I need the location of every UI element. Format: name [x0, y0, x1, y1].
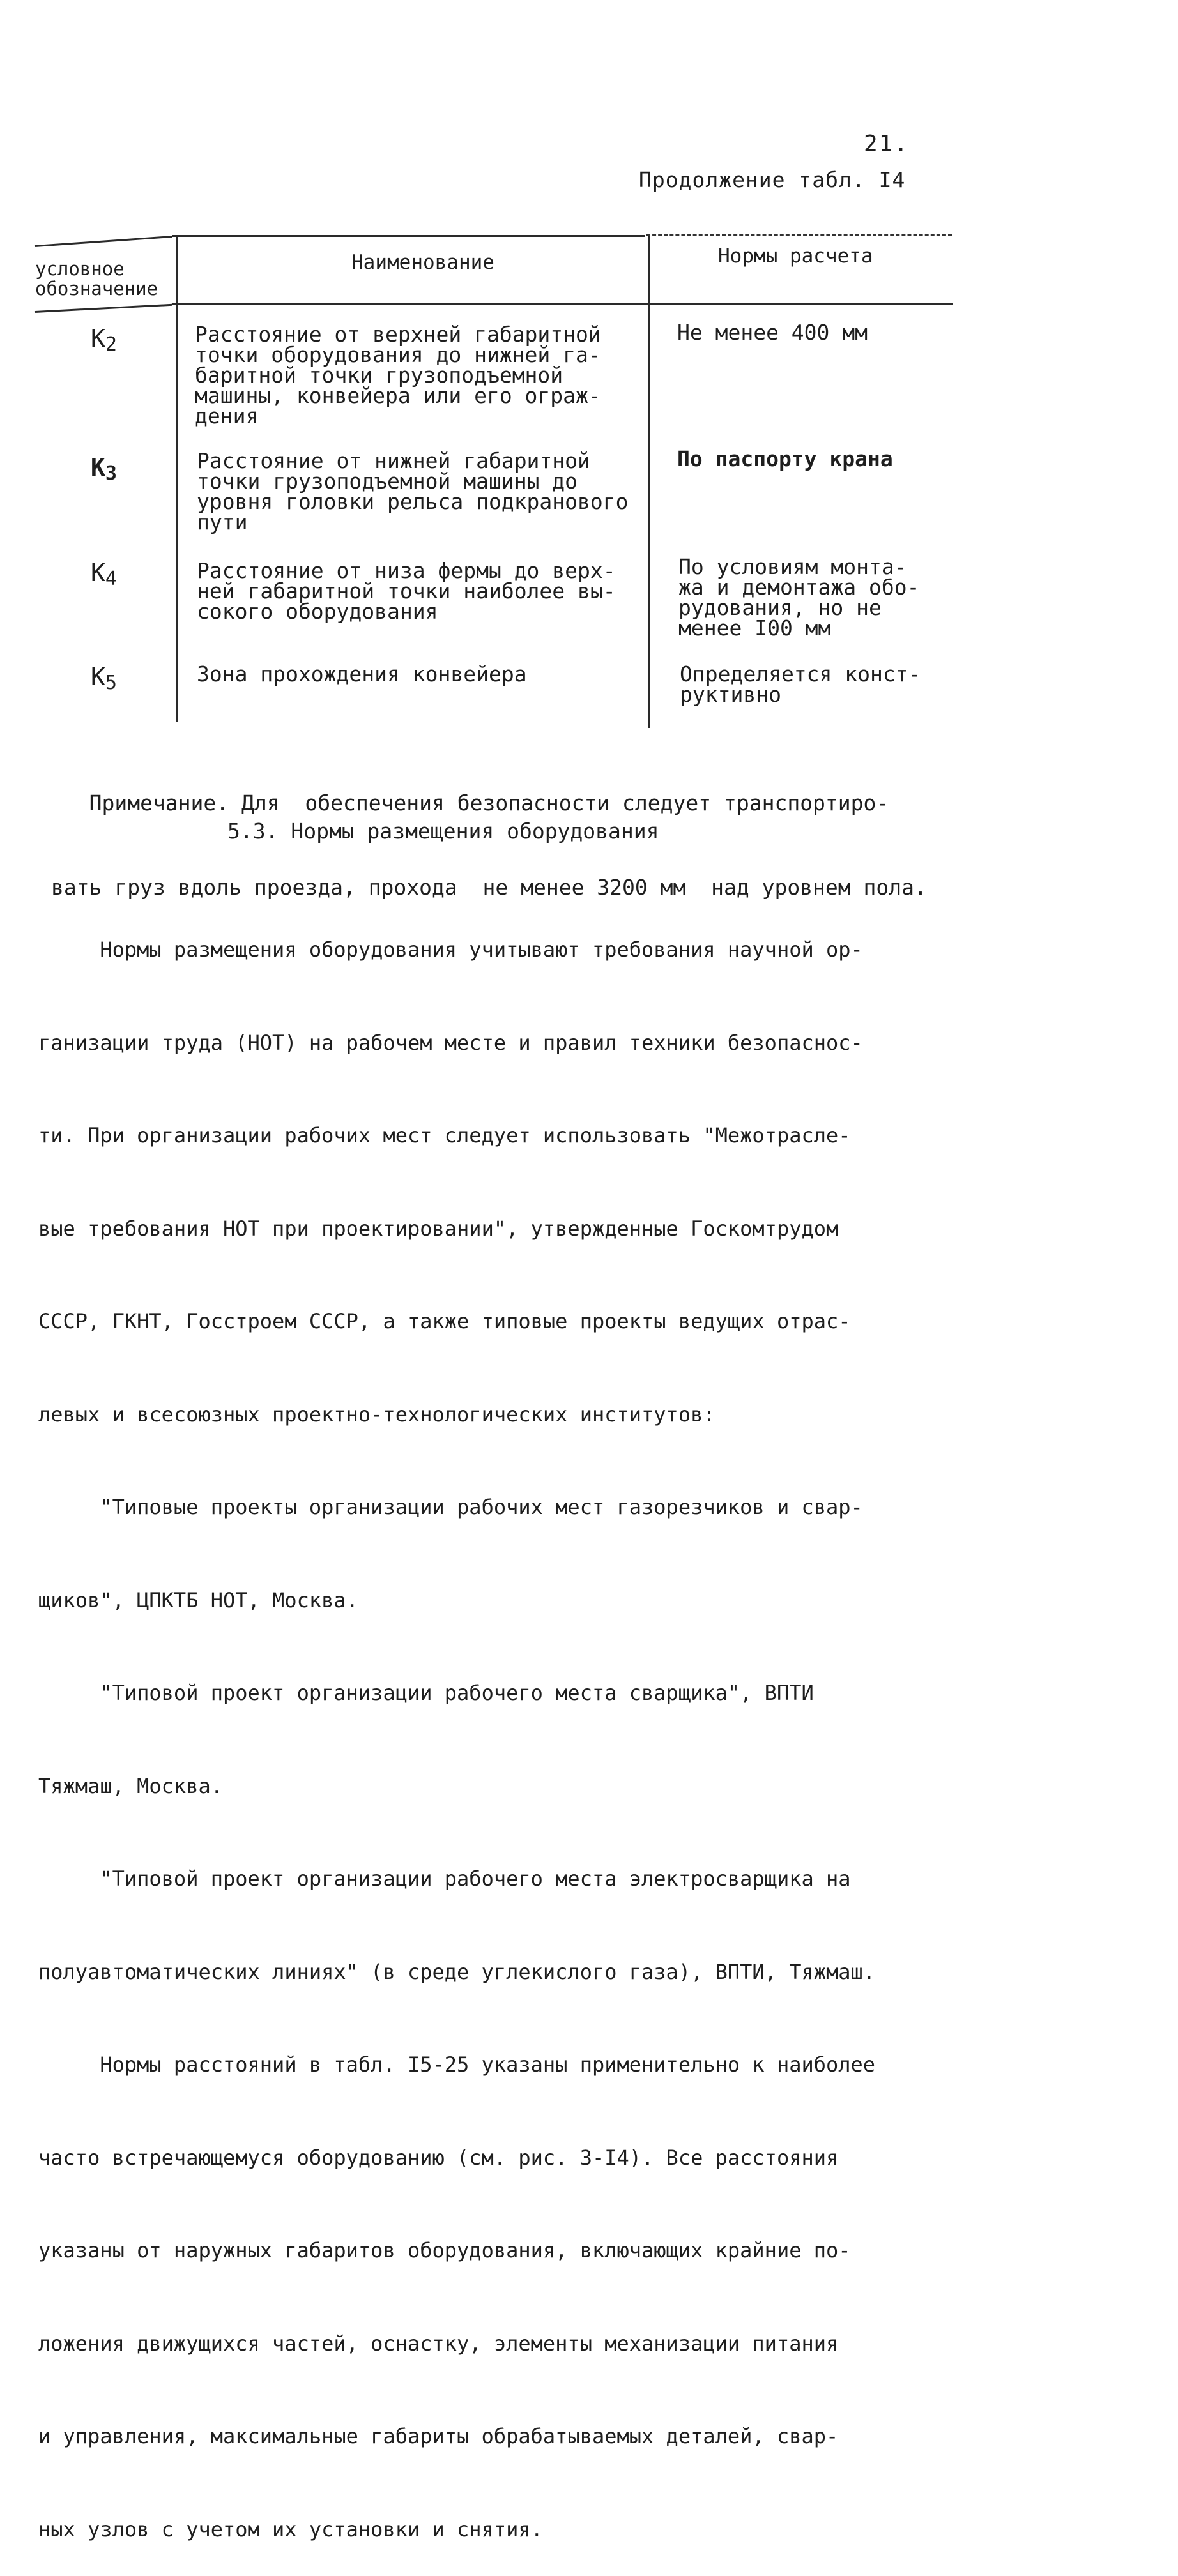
row-name: Зона прохождения конвейера	[197, 662, 527, 686]
body-text	[38, 872, 875, 2576]
row-norm: По условиям монта- жа и демонтажа обо- рудования, но не менее I00 мм	[678, 554, 920, 640]
table-header-bottom-rule	[172, 303, 953, 305]
table-top-rule	[172, 235, 645, 237]
header-symbol-line2: обозначение	[35, 278, 158, 299]
section-heading: 5.3. Нормы размещения оборудования	[227, 819, 659, 844]
table-top-rule-left	[35, 236, 172, 247]
row-name: Расстояние от верхней габаритной точки оборудования до нижней га- баритной точки грузоподъемной машины, конвейера или его ограж- дения	[195, 322, 601, 428]
row-norm: По паспорту крана	[677, 446, 893, 471]
row-name: Расстояние от нижней габаритной точки грузоподъемной машины до уровня головки рельса подкранового пути	[197, 448, 629, 534]
body-line: и управления, максимальные габариты обрабатываемых деталей, свар-	[38, 2424, 839, 2448]
row-symbol: $K_5$	[91, 663, 117, 694]
page-number: 21.	[864, 131, 910, 157]
body-line: "Типовые проекты организации рабочих мест газорезчиков и свар-	[38, 1495, 863, 1519]
header-symbol-line1: условное	[35, 258, 125, 280]
body-line: "Типовой проект организации рабочего места электросварщика на	[38, 1867, 851, 1891]
body-line: полуавтоматических линиях" (в среде углекислого газа), ВПТИ, Тяжмаш.	[38, 1959, 876, 1984]
body-line: ложения движущихся частей, оснастку, элементы механизации питания	[38, 2331, 839, 2356]
row-symbol: $K_3$	[91, 453, 117, 485]
body-line: ти. При организации рабочих мест следует использовать "Межотрасле-	[38, 1123, 851, 1148]
table-col-divider-2	[648, 236, 650, 728]
table-continuation-caption: Продолжение табл. I4	[639, 167, 906, 192]
body-line: Тяжмаш, Москва.	[38, 1773, 223, 1798]
row-symbol: $K_4$	[91, 559, 117, 590]
body-line: указаны от наружных габаритов оборудования, включающих крайние по-	[38, 2238, 851, 2262]
body-line: левых и всесоюзных проектно-технологических институтов:	[38, 1402, 715, 1427]
row-norm: Определяется конст- руктивно	[680, 662, 921, 707]
body-line: часто встречающемуся оборудованию (см. рис. 3-I4). Все расстояния	[38, 2145, 839, 2170]
header-norm: Нормы расчета	[718, 245, 873, 268]
body-line: Нормы расстояний в табл. I5-25 указаны применительно к наиболее	[38, 2052, 876, 2077]
row-name: Расстояние от низа фермы до верх- ней габаритной точки наиболее вы- сокого оборудования	[197, 558, 616, 624]
header-name: Наименование	[351, 251, 494, 274]
body-line: СССР, ГКНТ, Госстроем СССР, а также типовые проекты ведущих отрас-	[38, 1309, 851, 1333]
table-top-rule-dashed	[646, 234, 952, 236]
table-col-divider-1	[176, 236, 178, 722]
body-line: ганизации труда (НОТ) на рабочем месте и правил техники безопаснос-	[38, 1030, 863, 1055]
note-line: Примечание. Для обеспечения безопасности следует транспортиро-	[51, 791, 889, 815]
table-header-bottom-rule-left	[35, 304, 172, 313]
body-line: ных узлов с учетом их установки и снятия.	[38, 2517, 543, 2542]
body-line: "Типовой проект организации рабочего места сварщика", ВПТИ	[38, 1681, 814, 1705]
row-symbol: $K_2$	[91, 324, 117, 356]
note-line: вать груз вдоль проезда, прохода не менее 3200 мм над уровнем пола.	[51, 875, 927, 900]
body-line: щиков", ЦПКТБ НОТ, Москва.	[38, 1587, 358, 1612]
row-norm: Не менее 400 мм	[677, 320, 868, 345]
body-line: вые требования НОТ при проектировании", утвержденные Госкомтрудом	[38, 1216, 839, 1241]
body-line: Нормы размещения оборудования учитывают требования научной ор-	[38, 937, 863, 962]
